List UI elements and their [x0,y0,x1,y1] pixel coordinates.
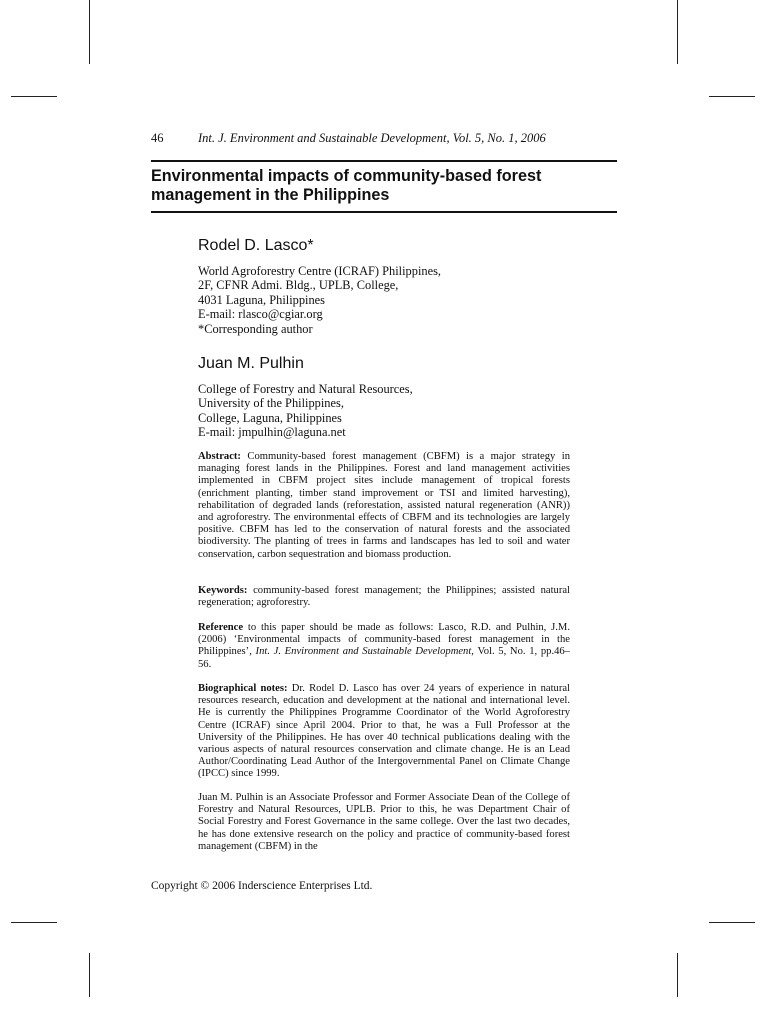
journal-citation: Int. J. Environment and Sustainable Development, Vol. 5, No. 1, 2006 [198,131,546,145]
page-number: 46 [151,131,164,145]
biographical-notes [198,683,570,781]
corresponding-author-note: *Corresponding author [198,321,313,336]
author-block-1 [198,236,578,336]
reference-label: Reference [198,622,244,633]
affiliation-line: 4031 Laguna, Philippines [198,292,325,307]
keywords-text: community-based forest management; the Philippines; assisted natural regeneration; agroforestry. [198,585,570,609]
affiliation-line: College of Forestry and Natural Resources, [198,382,413,396]
reference-journal: Int. J. Environment and Sustainable Development [255,646,472,658]
crop-mark [89,0,90,64]
affiliation-line: University of the Philippines, [198,396,344,411]
reference-text: to this paper should be made as follows: Lasco, R.D. and Pulhin, J.M. (2006) ‘Environmental impacts of community-based forest management in the Philippines’, [198,622,570,658]
affiliation-line: World Agroforestry Centre (ICRAF) Philippines, [198,264,442,278]
copyright-notice: Copyright © 2006 Inderscience Enterprises Ltd. [151,880,373,892]
bio-text: Dr. Rodel D. Lasco has over 24 years of experience in natural resources research, education and development at the national and international level. He is currently the Philippines Programme Coordinator of the World Agroforestry Centre (ICRAF) since April 2004. Prior to that, he was a Full Professor at the University of the Philippines. He has over 40 technical publications dealing with the various aspects of natural resources conservation and climate change. He is an Lead Author/Coordinating Lead Author of the Intergovernmental Panel on Climate Change (IPCC) since 1999. [198,683,570,780]
author-name: Rodel D. Lasco* [198,237,314,254]
crop-mark [677,953,678,997]
abstract [198,451,570,561]
crop-mark [11,96,57,97]
keywords-label: Keywords: [198,585,248,596]
affiliation-line: College, Laguna, Philippines [198,410,342,425]
crop-mark [89,953,90,997]
crop-mark [677,0,678,64]
reference-tail: , Vol. 5, No. 1, pp.46–56. [198,646,570,670]
crop-mark [709,922,755,923]
bio-text-2: Juan M. Pulhin is an Associate Professor and Former Associate Dean of the College of Forestry and Natural Resources, UPLB. Prior to this, he was Department Chair of Social Forestry and Forest Governance in the same college. Over the last two decades, he has done extensive research on the policy and practice of community-based forest management (CBFM) in the [198,792,570,852]
crop-mark [11,922,57,923]
article-title: Environmental impacts of community-based forest management in the Philippines [151,167,542,204]
abstract-text: Community-based forest management (CBFM) is a major strategy in managing forest lands in the Philippines. Forest and land management activities implemented in CBFM project sites include management of tropical forests (enrichment planting, timber stand improvement or TSI and limited harvesting), rehabilitation of degraded lands (reforestation, assisted natural regeneration (ANR)) and agroforestry. The environmental effects of CBFM and its technologies are largely positive. CBFM has led to the conservation of natural forests and the associated biodiversity. The planting of trees in farms and landscapes has led to soil and water conservation, carbon sequestration and biomass production. [198,451,570,560]
author-email: E-mail: rlasco@cgiar.org [198,307,323,322]
biographical-notes-2 [198,792,570,853]
abstract-label: Abstract: [198,451,241,462]
keywords [198,585,570,609]
title-rule-bottom [151,211,617,213]
author-block-2 [198,354,578,440]
affiliation-line: 2F, CFNR Admi. Bldg., UPLB, College, [198,278,399,293]
author-name: Juan M. Pulhin [198,355,304,372]
reference [198,622,570,671]
author-email: E-mail: jmpulhin@laguna.net [198,425,346,440]
crop-mark [709,96,755,97]
bio-label: Biographical notes: [198,683,288,694]
title-rule-top [151,160,617,162]
